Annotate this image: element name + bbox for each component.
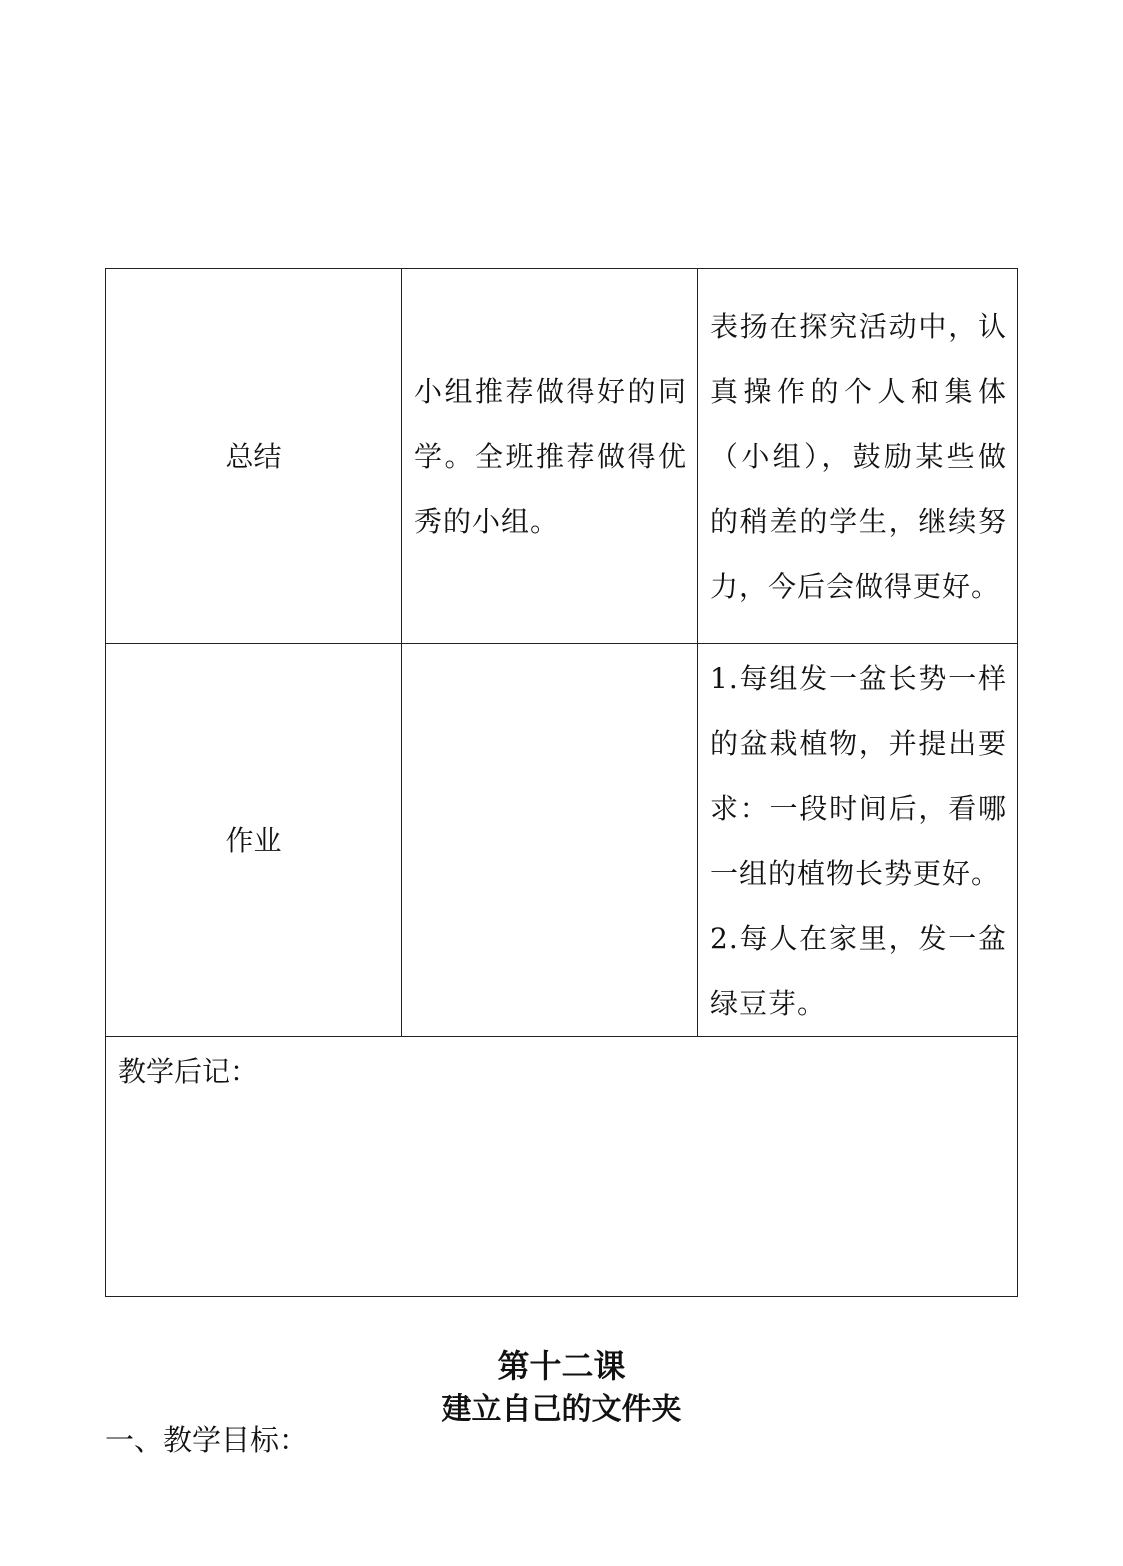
summary-notes-text: 表扬在探究活动中，认真操作的个人和集体（小组），鼓励某些做的稍差的学生，继续努力，今后会做得更好。 — [710, 309, 1007, 603]
homework-item-1: 1.每组发一盆长势一样的盆栽植物，并提出要求：一段时间后，看哪一组的植物长势更好。 — [710, 662, 1007, 890]
summary-activity-text: 小组推荐做得好的同学。全班推荐做得优秀的小组。 — [414, 374, 687, 538]
homework-notes — [698, 644, 1018, 1037]
lesson-title: 第十二课 — [497, 1347, 626, 1385]
lesson-plan-table — [105, 268, 1018, 1297]
postscript-cell — [106, 1037, 1018, 1297]
lesson-subtitle: 建立自己的文件夹 — [441, 1392, 682, 1427]
homework-activity — [402, 644, 698, 1037]
summary-row — [106, 269, 1018, 644]
homework-row — [106, 644, 1018, 1037]
postscript-row — [106, 1037, 1018, 1297]
homework-item-2: 2.每人在家里，发一盆绿豆芽。 — [710, 922, 1007, 1020]
summary-activity — [402, 269, 698, 644]
section-heading: 一、教学目标： — [105, 1423, 309, 1457]
summary-notes — [698, 269, 1018, 644]
homework-label: 作业 — [106, 644, 402, 1037]
summary-label: 总结 — [106, 269, 402, 644]
postscript-label: 教学后记： — [118, 1055, 259, 1088]
